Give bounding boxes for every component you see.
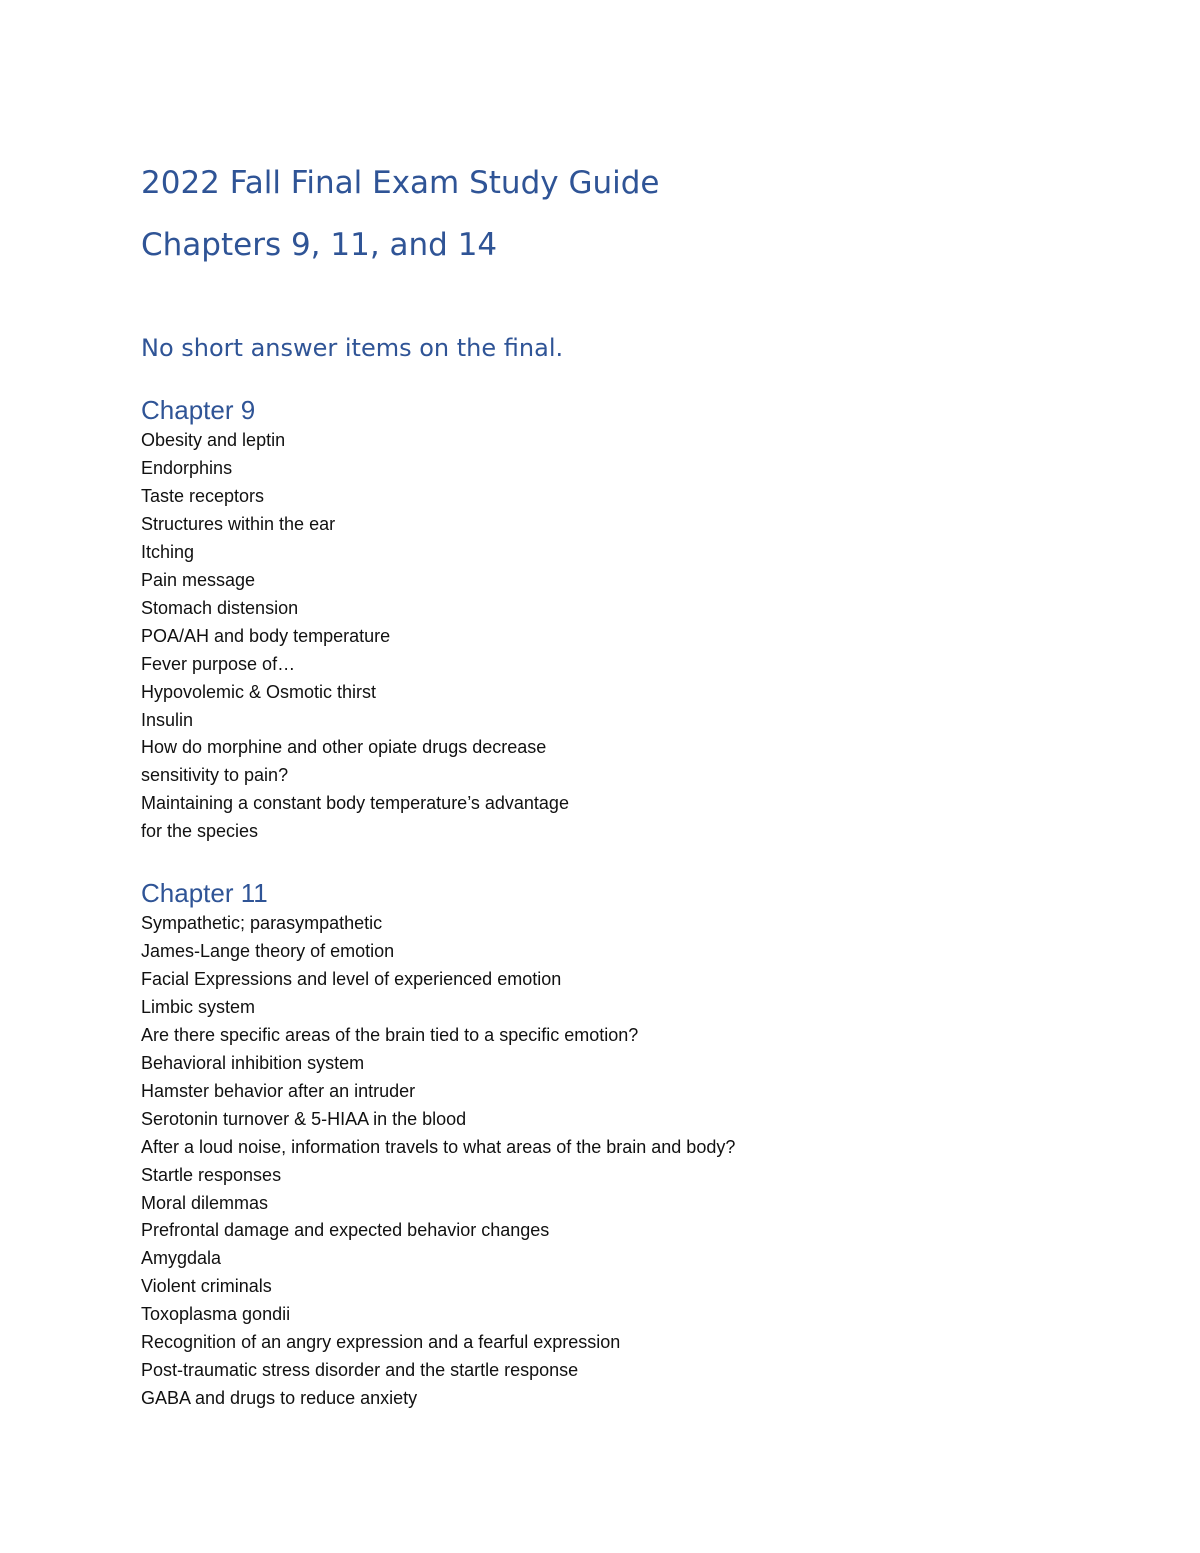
topic-item: Toxoplasma gondii — [141, 1304, 291, 1325]
topic-item: Behavioral inhibition system — [141, 1052, 365, 1073]
topic-item: Prefrontal damage and expected behavior changes — [141, 1220, 550, 1241]
topic-item: Taste receptors — [141, 485, 265, 506]
chapter-9-heading: Chapter 9 — [141, 395, 256, 425]
chapter-11-heading: Chapter 11 — [141, 878, 268, 908]
topic-item: Limbic system — [141, 996, 256, 1017]
topic-item: How do morphine and other opiate drugs decrease — [141, 737, 547, 758]
topic-item: Facial Expressions and level of experienced emotion — [141, 968, 562, 989]
topic-item: Pain message — [141, 569, 256, 590]
topic-item: Sympathetic; parasympathetic — [141, 913, 383, 933]
topic-item: Insulin — [141, 709, 194, 730]
exam-note: No short answer items on the final. — [141, 334, 564, 362]
topic-item: for the species — [141, 821, 259, 842]
chapter-9-section — [141, 393, 1041, 846]
topic-item: Maintaining a constant body temperature’s advantage — [141, 793, 569, 814]
topic-item: Are there specific areas of the brain tied to a specific emotion? — [141, 1024, 639, 1045]
topic-item: Violent criminals — [141, 1276, 272, 1297]
document-title: 2022 Fall Final Exam Study Guide — [141, 165, 660, 201]
topic-item: Hypovolemic & Osmotic thirst — [141, 681, 377, 702]
topic-item: Startle responses — [141, 1164, 282, 1185]
chapter-11-topic-list — [141, 910, 1041, 1413]
topic-item: Itching — [141, 541, 195, 562]
topic-item: James-Lange theory of emotion — [141, 940, 395, 961]
topic-item: Fever purpose of… — [141, 653, 296, 674]
topic-item: sensitivity to pain? — [141, 765, 289, 786]
topic-item: Obesity and leptin — [141, 430, 286, 450]
document-subtitle: Chapters 9, 11, and 14 — [141, 227, 498, 263]
topic-item: GABA and drugs to reduce anxiety — [141, 1388, 418, 1409]
topic-item: Serotonin turnover & 5-HIAA in the blood — [141, 1108, 467, 1129]
topic-item: Hamster behavior after an intruder — [141, 1080, 416, 1101]
topic-item: Structures within the ear — [141, 513, 336, 534]
topic-item: After a loud noise, information travels to what areas of the brain and body? — [141, 1136, 736, 1157]
topic-item: Stomach distension — [141, 597, 299, 618]
topic-item: POA/AH and body temperature — [141, 625, 391, 646]
topic-item: Amygdala — [141, 1248, 222, 1269]
chapter-11-section — [141, 876, 1041, 1413]
topic-item: Moral dilemmas — [141, 1192, 269, 1213]
topic-item: Recognition of an angry expression and a fearful expression — [141, 1332, 621, 1353]
topic-item: Post-traumatic stress disorder and the startle response — [141, 1360, 579, 1381]
chapter-9-topic-list — [141, 427, 1041, 846]
topic-item: Endorphins — [141, 457, 233, 478]
